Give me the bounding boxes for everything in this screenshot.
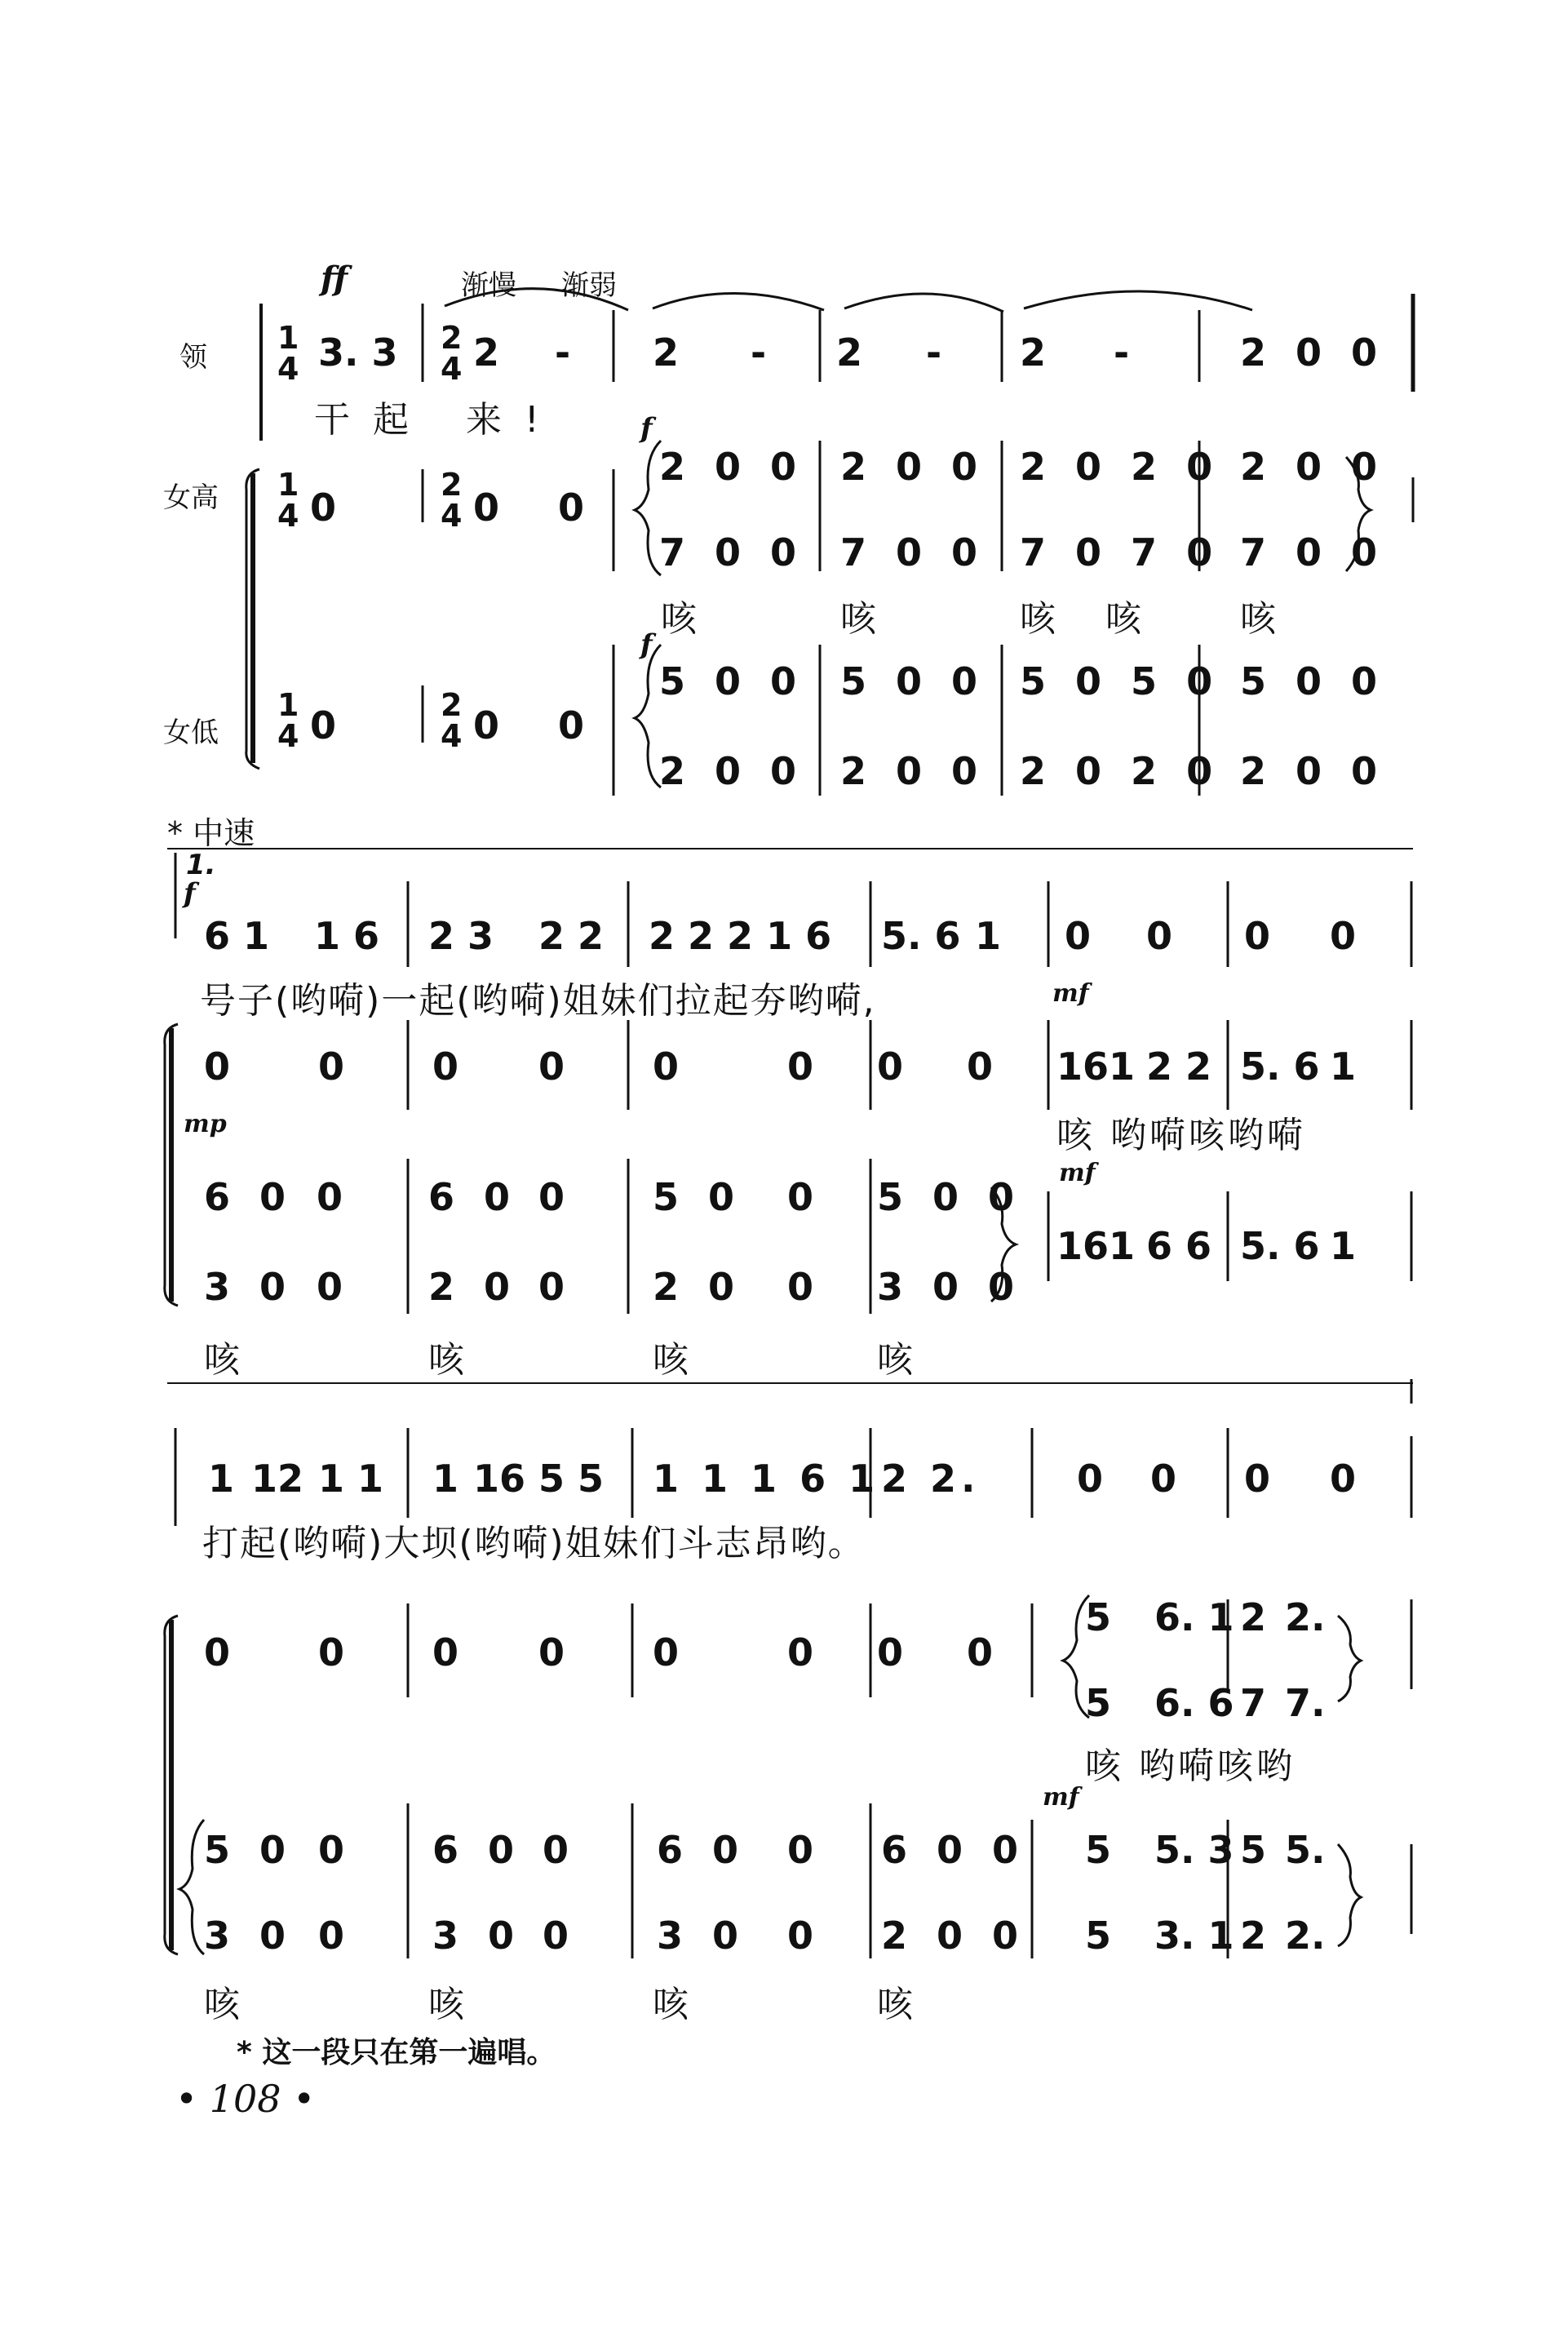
note: 0 — [787, 1630, 814, 1674]
note-group: 0 0 — [473, 486, 608, 530]
note: 0 — [538, 1175, 565, 1219]
lyric: 咳 — [840, 598, 876, 640]
note-group: 5 0 — [653, 1175, 743, 1219]
lyric: 咳 — [653, 1984, 689, 2025]
footnote: * 这一段只在第一遍唱。 — [237, 2036, 556, 2069]
lyric: 咳 — [653, 1339, 689, 1381]
note: 2. — [1285, 1595, 1326, 1639]
note: 2 — [1020, 330, 1047, 375]
lyrics: 咳 哟嗬咳哟 — [1085, 1745, 1296, 1787]
note-group: 2 2 — [538, 914, 605, 958]
note: 5 — [1085, 1681, 1112, 1725]
dynamic-mp: mp — [184, 1110, 227, 1138]
lyric: 咳 — [877, 1339, 913, 1381]
note-group: 3 0 — [204, 1914, 295, 1958]
dynamic-ff: ff — [321, 259, 348, 298]
note-group: 6 0 0 — [881, 1828, 1027, 1872]
tempo-slow: 渐慢 — [461, 269, 516, 302]
part-lead: 领 — [179, 341, 207, 374]
time-signature: 1 4 — [277, 320, 299, 387]
note-group: 3. 1 — [1154, 1914, 1234, 1958]
page-number: • 108 • — [175, 2077, 316, 2121]
note: 0 — [1330, 1457, 1357, 1501]
note: 0 — [1150, 1457, 1177, 1501]
note: 5 — [1085, 1914, 1112, 1958]
note: 2 — [836, 330, 863, 375]
dynamic-f: f — [184, 877, 196, 910]
note-group: 6 6 — [1146, 1224, 1212, 1268]
note: 0 — [967, 1630, 994, 1674]
note-group: 5. 3 — [1154, 1828, 1234, 1872]
note: 0 — [204, 1630, 231, 1674]
note-group: 16 — [473, 1457, 526, 1501]
lyric: 咳 — [204, 1339, 240, 1381]
note: 0 — [1146, 914, 1173, 958]
section-marker: * 中速 — [167, 815, 255, 851]
note-group: 6 1 — [204, 914, 270, 958]
note: 7 — [1240, 1681, 1267, 1725]
note-group: 5 0 — [204, 1828, 295, 1872]
note-group: 6 0 — [204, 1175, 295, 1219]
note: 0 — [787, 1045, 814, 1089]
note-group: 6. 1 — [1154, 1595, 1234, 1639]
note-group: 5 5 — [538, 1457, 605, 1501]
note-group: 3 0 — [657, 1914, 747, 1958]
note: 1 — [975, 914, 1002, 958]
note: 0 — [317, 1175, 343, 1219]
note-group: 5 0 0 — [659, 659, 805, 703]
note: 0 — [317, 1265, 343, 1309]
note-group: 3 0 — [432, 1914, 523, 1958]
note: 2 — [1240, 1595, 1267, 1639]
dynamic-f: f — [640, 628, 653, 661]
note: 0 — [1077, 1457, 1104, 1501]
note-group: 3 0 0 — [877, 1265, 1023, 1309]
volta-label: 1. — [186, 849, 216, 881]
lyric: 咳 — [204, 1984, 240, 2025]
note-group: 1 6 — [314, 914, 380, 958]
lyrics: 打起(哟嗬)大坝(哟嗬)姐妹们斗志昂哟。 — [202, 1523, 866, 1564]
note: 5 — [1240, 1828, 1267, 1872]
note-group: 5 0 0 — [877, 1175, 1023, 1219]
lyrics: 咳 哟嗬咳哟嗬 — [1056, 1115, 1306, 1156]
lyric: 咳 — [428, 1339, 464, 1381]
note-group: 12 — [251, 1457, 304, 1501]
note-group: 2 0 0 — [1240, 445, 1386, 489]
note: 0 — [543, 1914, 569, 1958]
note: 0 — [318, 1045, 345, 1089]
note-group: 2 0 0 — [1240, 330, 1386, 375]
note: 7. — [1285, 1681, 1326, 1725]
note: 0 — [787, 1828, 814, 1872]
dynamic-mf: mf — [1059, 1159, 1096, 1187]
note-group: 7 0 7 0 — [1020, 530, 1221, 574]
lyrics: 干起 来! — [314, 399, 562, 441]
note-group: 5. 6 — [1240, 1045, 1320, 1089]
time-signature: 1 4 — [277, 467, 299, 534]
lyric: 咳 — [877, 1984, 913, 2025]
note-group: 0 0 — [473, 703, 608, 747]
note: 0 — [1244, 1457, 1271, 1501]
note-group: 1 1 1 6 1 — [653, 1457, 880, 1501]
note-group: 6 0 — [432, 1828, 523, 1872]
note: 0 — [538, 1630, 565, 1674]
note: 0 — [787, 1175, 814, 1219]
note: 1 — [432, 1457, 459, 1501]
note-group: 2 0 2 0 — [1020, 445, 1221, 489]
note: 2 — [473, 330, 500, 375]
lyric: 咳 — [428, 1984, 464, 2025]
note: 0 — [877, 1630, 904, 1674]
note-group: 3. 3 — [318, 330, 398, 375]
note-group: 5 0 0 — [1240, 659, 1386, 703]
note: - — [926, 330, 942, 375]
note: 0 — [318, 1914, 345, 1958]
note: 0 — [432, 1045, 459, 1089]
note-group: 5. 6 — [881, 914, 961, 958]
note: 2 — [653, 330, 680, 375]
note-group: 2 0 0 — [1240, 749, 1386, 793]
time-signature: 2 4 — [441, 687, 463, 754]
note-group: 5 0 5 0 — [1020, 659, 1221, 703]
note: 0 — [787, 1914, 814, 1958]
part-soprano: 女高 — [163, 481, 219, 514]
note-group: 2 2 — [1146, 1045, 1212, 1089]
note: - — [555, 330, 571, 375]
note: 0 — [318, 1630, 345, 1674]
dynamic-f: f — [640, 412, 653, 445]
dynamic-mf: mf — [1052, 979, 1089, 1008]
note-group: 3 0 — [204, 1265, 295, 1309]
note: 0 — [432, 1630, 459, 1674]
note: 0 — [543, 1828, 569, 1872]
time-signature: 1 4 — [277, 687, 299, 754]
lyric: 咳 — [661, 598, 697, 640]
note-group: 2 0 0 — [659, 749, 805, 793]
note-group: 1 1 — [318, 1457, 384, 1501]
note: 1 — [1330, 1045, 1357, 1089]
note: 5 — [1085, 1595, 1112, 1639]
note-group: 6 0 — [428, 1175, 519, 1219]
note: 0 — [1330, 914, 1357, 958]
note: 2 — [1240, 1914, 1267, 1958]
lyrics: 号子(哟嗬)一起(哟嗬)姐妹们拉起夯哟嗬, — [200, 980, 876, 1022]
note: 0 — [1065, 914, 1092, 958]
note-group: 6. 6 — [1154, 1681, 1234, 1725]
note-group: 2 0 0 — [659, 445, 805, 489]
note-group: 2 0 2 0 — [1020, 749, 1221, 793]
lyric: 咳 — [1240, 598, 1276, 640]
note: 0 — [204, 1045, 231, 1089]
note: 0 — [653, 1045, 680, 1089]
part-alto: 女低 — [163, 716, 219, 749]
note: 1 — [208, 1457, 235, 1501]
note: 0 — [1244, 914, 1271, 958]
lyric: 咳 — [1020, 598, 1056, 640]
note: 0 — [538, 1265, 565, 1309]
dynamic-mf: mf — [1043, 1783, 1079, 1812]
note-group: 7 0 0 — [659, 530, 805, 574]
note: 0 — [538, 1045, 565, 1089]
note: 5. — [1285, 1828, 1326, 1872]
note: 0 — [653, 1630, 680, 1674]
note: 5 — [1085, 1828, 1112, 1872]
note-group: 161 — [1056, 1224, 1136, 1268]
note-group: 2 3 — [428, 914, 494, 958]
note: 0 — [967, 1045, 994, 1089]
note: 0 — [310, 486, 337, 530]
note-group: 6 0 — [657, 1828, 747, 1872]
tempo-soft: 渐弱 — [561, 269, 617, 302]
note-group: 7 0 0 — [840, 530, 986, 574]
time-signature: 2 4 — [441, 320, 463, 387]
note: 0 — [877, 1045, 904, 1089]
note: 0 — [318, 1828, 345, 1872]
note: 0 — [310, 703, 337, 747]
note-group: 161 — [1056, 1045, 1136, 1089]
time-signature: 2 4 — [441, 467, 463, 534]
note-group: 2 0 0 — [840, 749, 986, 793]
note-group: 2 0 — [653, 1265, 743, 1309]
note-group: 5 0 0 — [840, 659, 986, 703]
note-group: 7 0 0 — [1240, 530, 1386, 574]
note: 0 — [787, 1265, 814, 1309]
note: - — [1114, 330, 1130, 375]
lyric: 咳 — [1105, 598, 1141, 640]
note: 1 — [1330, 1224, 1357, 1268]
note: 2. — [1285, 1914, 1326, 1958]
note-group: 2 2. — [881, 1457, 981, 1501]
note-group: 5. 6 — [1240, 1224, 1320, 1268]
note-group: 2 0 0 — [840, 445, 986, 489]
note-group: 2 2 2 1 6 — [649, 914, 832, 958]
note-group: 2 0 — [428, 1265, 519, 1309]
note-group: 2 0 0 — [881, 1914, 1027, 1958]
note: - — [751, 330, 767, 375]
